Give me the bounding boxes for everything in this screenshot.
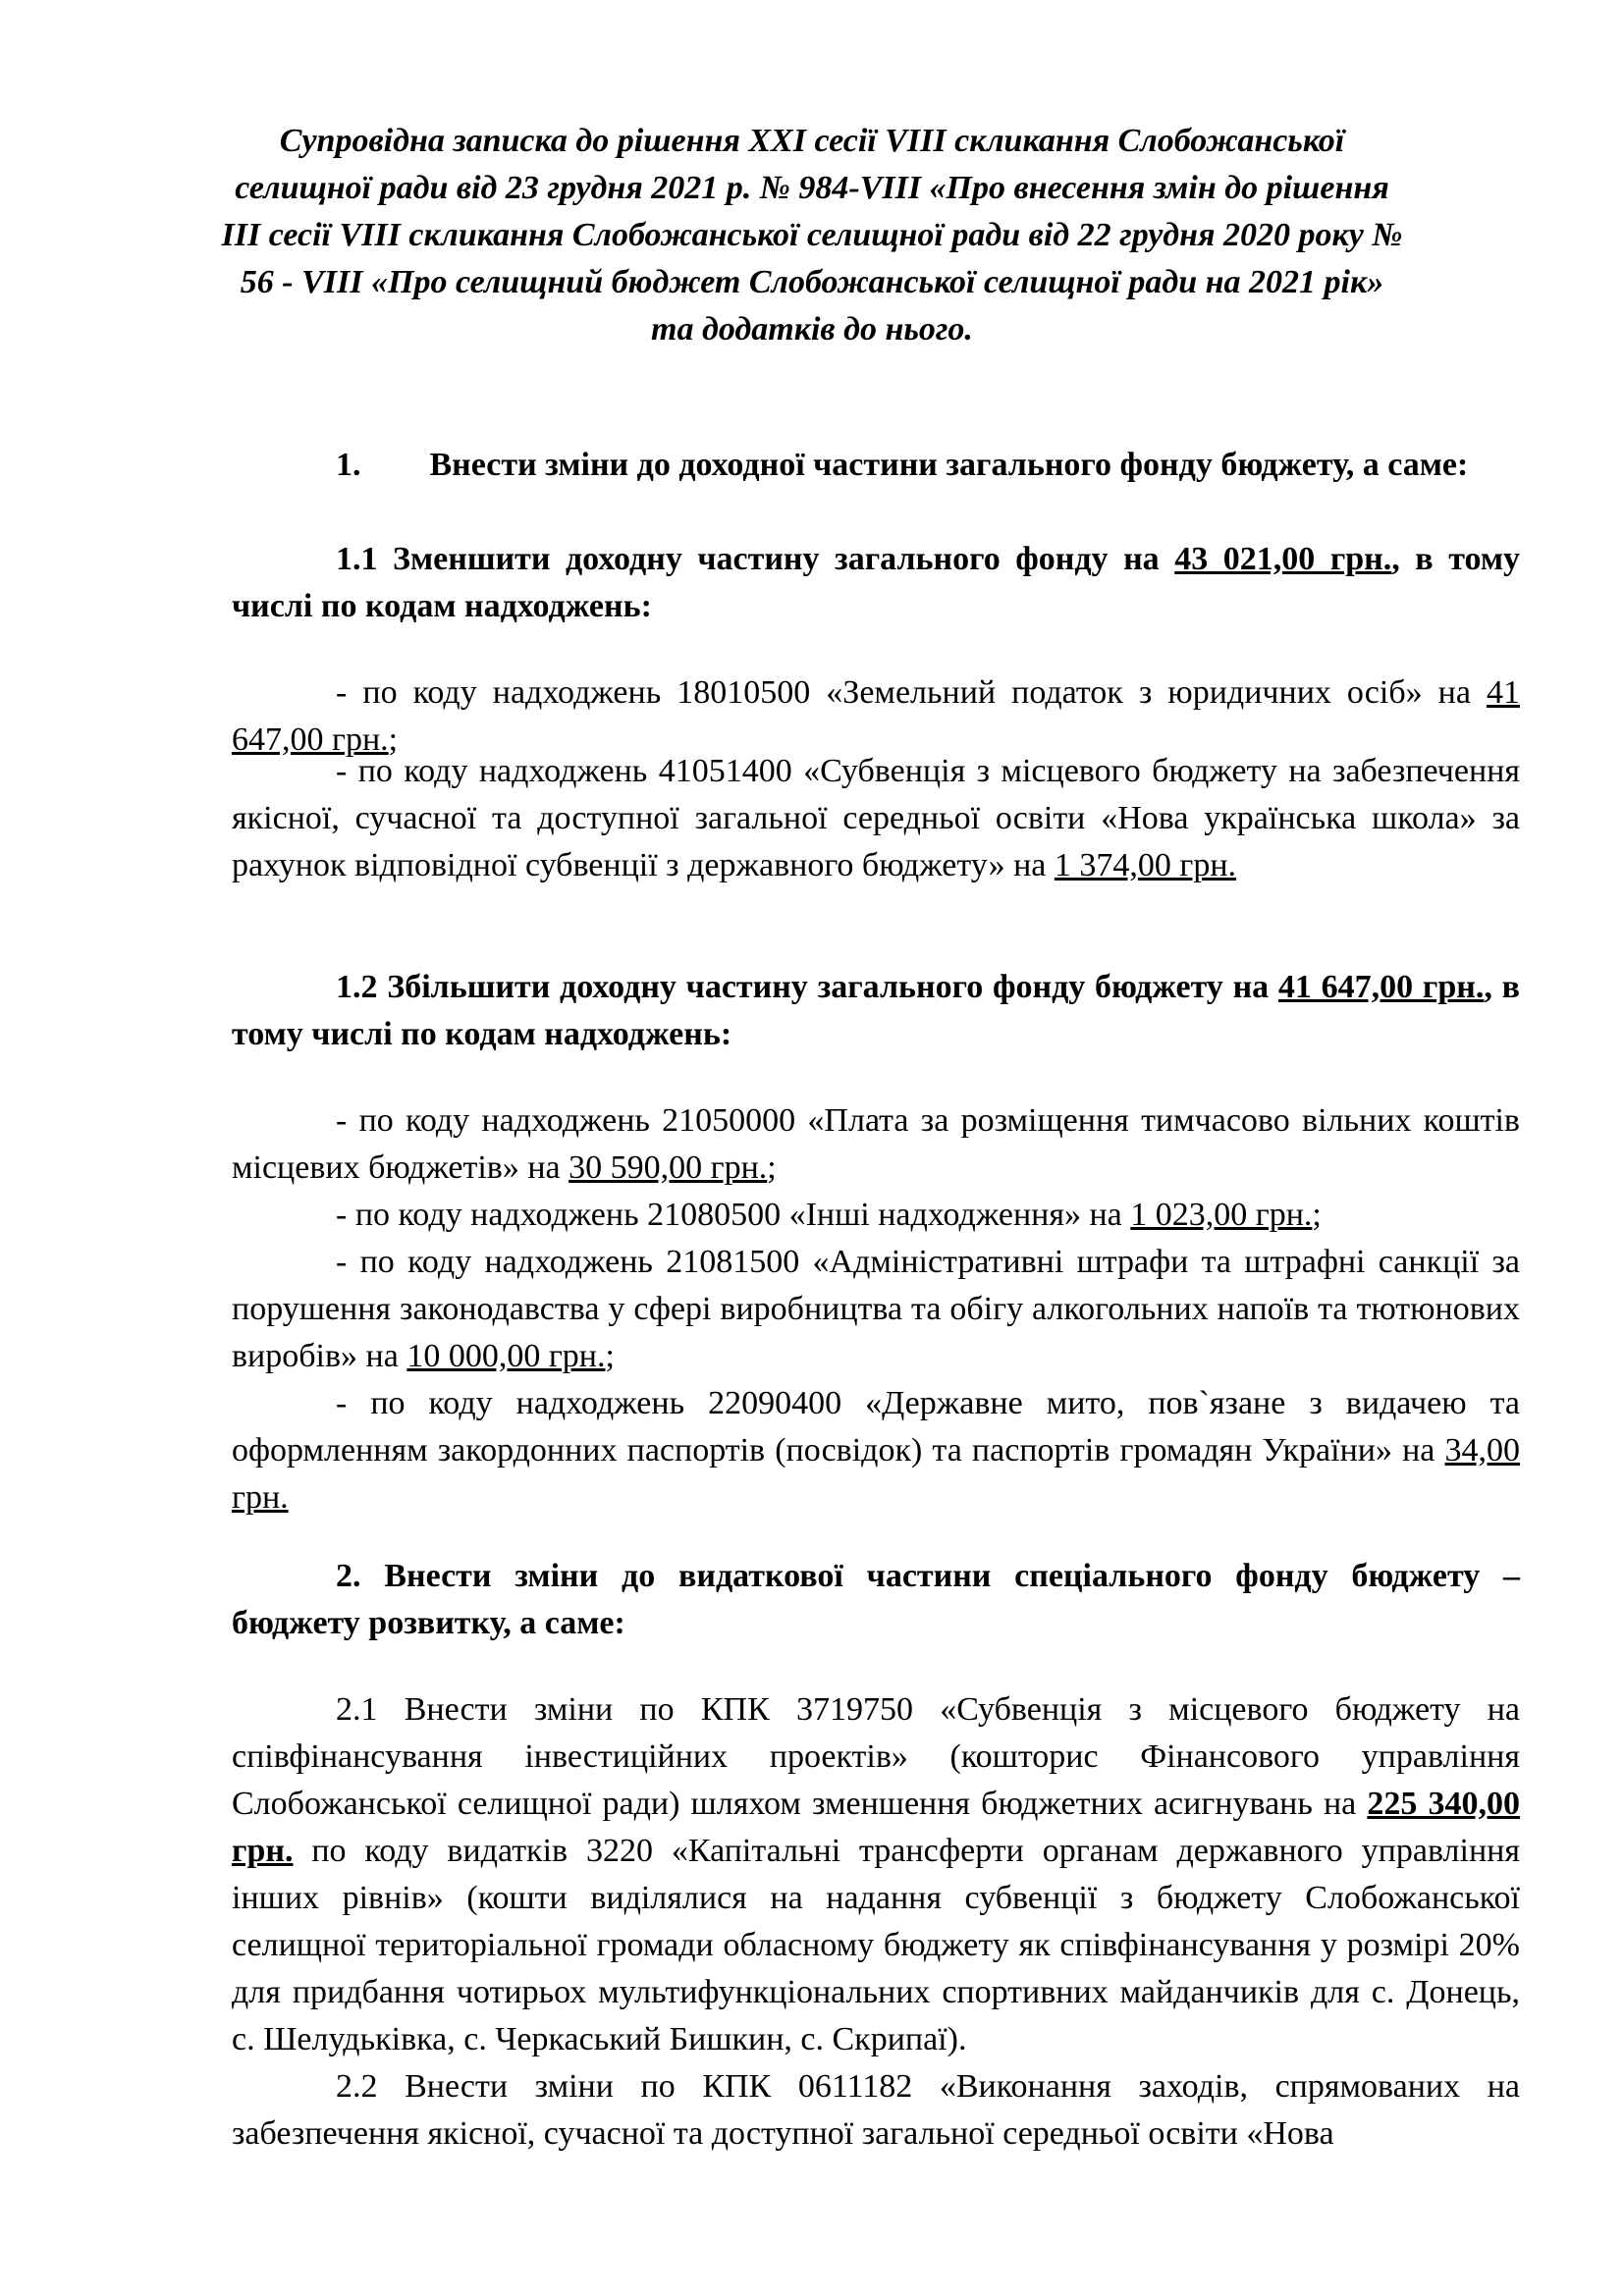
section-1-number: 1. [336, 447, 361, 483]
punctuation: ; [767, 1149, 777, 1186]
amount-decrease-total: 43 021,00 грн. [1174, 541, 1392, 577]
subsection-2-2 [232, 2063, 1520, 2158]
subsection-1-1-text: 1.1 Зменшити доходну частину загального фонду на [336, 541, 1175, 577]
subsection-2-2-text: 2.2 Внести зміни по КПК 0611182 «Виконання заходів, спрямованих на забезпечення якісної, сучасної та доступної загальної середньої освіти «Нова [232, 2068, 1520, 2152]
punctuation: ; [388, 721, 399, 758]
section-1-heading-text: Внести зміни до доходної частини загального фонду бюджету, а саме: [429, 447, 1469, 483]
income-item-amount: 1 374,00 грн. [1054, 847, 1237, 883]
income-item-amount: 41 647,00 грн. [232, 674, 1520, 758]
income-item-text: - по коду надходжень 18010500 «Земельний податок з юридичних осіб» на [336, 674, 1487, 711]
document-title: Супровідна записка до рішення XXI сесії VIII скликання Слобожанської селищної ради від 23 грудня 2021 р. № 984-VIII «Про внесення змін до рішення III сесії VIII скликання Слобожанської селищної ради від 22 грудня 2020 року № 56 - VIII «Про селищний бюджет Слобожанської селищної ради на 2021 рік» та додатків до нього. [221, 123, 1403, 347]
subsection-2-1 [232, 1686, 1520, 2063]
subsection-2-1-text: 2.1 Внести зміни по КПК 3719750 «Субвенція з місцевого бюджету на співфінансування інвестиційних проектів» (кошторис Фінансового управління Слобожанської селищної ради) шляхом зменшення бюджетних асигнувань на [232, 1691, 1520, 1822]
income-item-text: - по коду надходжень 21080500 «Інші надходження» на [336, 1197, 1131, 1233]
punctuation: ; [605, 1338, 615, 1374]
subsection-1-2 [232, 964, 1520, 1058]
amount-increase-total: 41 647,00 грн. [1277, 969, 1485, 1005]
income-item-text: - по коду надходжень 21050000 «Плата за розміщення тимчасово вільних коштів місцевих бюджетів» на [232, 1102, 1520, 1186]
expense-decrease-amount: 225 340,00 грн. [232, 1786, 1521, 1869]
subsection-1-1 [232, 536, 1520, 630]
section-1-heading [232, 442, 1520, 489]
subsection-1-1-suffix: , в тому числі по кодам надходжень: [232, 541, 1520, 624]
income-item-41051400 [232, 748, 1520, 889]
section-2-heading-text: 2. Внести зміни до видаткової частини спеціального фонду бюджету – бюджету розвитку, а саме: [232, 1558, 1520, 1641]
subsection-1-2-suffix: , в тому числі по кодам надходжень: [232, 969, 1520, 1052]
income-item-22090400 [232, 1380, 1520, 1522]
income-item-amount: 1 023,00 грн. [1130, 1197, 1313, 1233]
punctuation: ; [1312, 1197, 1322, 1233]
income-item-21050000 [232, 1097, 1520, 1192]
income-item-amount: 34,00 грн. [232, 1432, 1520, 1516]
subsection-1-2-text: 1.2 Збільшити доходну частину загального фонду бюджету на [336, 969, 1278, 1005]
income-item-21081500 [232, 1239, 1520, 1380]
income-item-text: - по коду надходжень 41051400 «Субвенція з місцевого бюджету на забезпечення якісної, сучасної та доступної загальної середньої освіти «Нова українська школа» за рахунок відповідної субвенції з державного бюджету» на [232, 753, 1520, 883]
income-item-21080500 [232, 1192, 1520, 1239]
income-item-text: - по коду надходжень 21081500 «Адміністративні штрафи та штрафні санкції за порушення законодавства у сфері виробництва та обігу алкогольних напоїв та тютюнових виробів» на [232, 1244, 1520, 1374]
income-item-amount: 30 590,00 грн. [568, 1149, 768, 1186]
subsection-2-1-suffix: по коду видатків 3220 «Капітальні трансферти органам державного управління інших рівнів» (кошти виділялися на надання субвенції з бюджету Слобожанської селищної територіальної громади обласному бюджету як співфінансування у розмірі 20% для придбання чотирьох мультифункціональних спортивних майданчиків для с. Донець, с. Шелудьківка, с. Черкаський Бишкин, с. Скрипаї). [232, 1833, 1520, 2057]
section-2-heading [232, 1553, 1520, 1647]
income-item-amount: 10 000,00 грн. [406, 1338, 606, 1374]
income-item-text: - по коду надходжень 22090400 «Державне мито, пов`язане з видачею та оформленням закордонних паспортів (посвідок) та паспортів громадян України» на [232, 1385, 1520, 1468]
